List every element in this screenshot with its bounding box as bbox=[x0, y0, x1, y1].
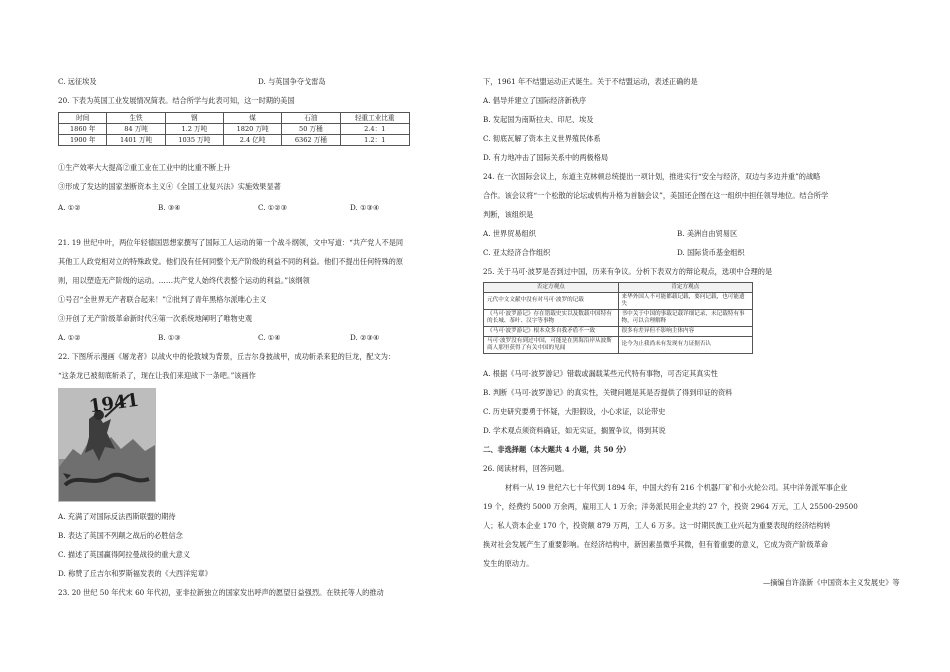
table-cell: 1401 万吨 bbox=[107, 135, 165, 146]
q21-option-c[interactable]: C. ①④ bbox=[258, 333, 281, 342]
q24-stem-line: 合作。该会议将“一个松散的论坛或机构升格为首脑会议”，美国还企图在这一组织中担任领导地位。结合所学 bbox=[483, 191, 829, 200]
table-header-cell: 时间 bbox=[59, 113, 107, 124]
table-cell: 2.4：1 bbox=[340, 124, 410, 135]
q25-option-c[interactable]: C. 历史研究要勇于怀疑，大胆假设，小心求证，以论带史 bbox=[483, 407, 666, 416]
table-row bbox=[484, 292, 753, 309]
q23-stem-cont: 下，1961 年不结盟运动正式诞生。关于不结盟运动，表述正确的是 bbox=[483, 77, 698, 86]
q25-table bbox=[483, 282, 753, 354]
q23-option-b[interactable]: B. 发起国为南斯拉夫、印尼、埃及 bbox=[483, 115, 594, 124]
q22-option-b[interactable]: B. 表达了英国不列颠之战后的必胜信念 bbox=[58, 531, 183, 540]
q20-option-c[interactable]: C. ①②③ bbox=[258, 203, 288, 212]
table-cell: 50 万桶 bbox=[282, 124, 340, 135]
q20-option-a[interactable]: A. ①② bbox=[58, 203, 81, 212]
q19-option-c[interactable]: C. 远征埃及 bbox=[58, 77, 97, 86]
table-cell: 1.2 万吨 bbox=[165, 124, 223, 135]
q22-option-a[interactable]: A. 充满了对国际反法西斯联盟的期待 bbox=[58, 512, 176, 521]
table-row bbox=[484, 326, 753, 336]
q26-stem: 26. 阅读材料，回答问题。 bbox=[483, 464, 569, 473]
q21-stem-line: 其他工人政党相对立的特殊政党。他们没有任何同整个无产阶级的利益不同的利益。他们不提出任何特殊的原 bbox=[58, 257, 404, 266]
q26-material-line: 材料一从 19 世纪六七十年代到 1894 年，中国大约有 216 个机器厂矿和小火轮公司。其中洋务派军事企业 bbox=[505, 483, 848, 492]
table-cell: 1.2：1 bbox=[340, 135, 410, 146]
table-cell: 很多有差异但不影响主体内容 bbox=[618, 326, 753, 336]
table-header-cell: 肯定方观点 bbox=[618, 283, 753, 293]
table-cell: 论今为止我尚未有发现有力证据否认 bbox=[618, 336, 753, 353]
table-cell: 1035 万吨 bbox=[165, 135, 223, 146]
table-cell: 6362 万桶 bbox=[282, 135, 340, 146]
table-row bbox=[484, 336, 753, 353]
q25-option-d[interactable]: D. 学术观点须资料确证，如无实证，搁置争议，得到其说 bbox=[483, 426, 666, 435]
table-cell: 84 万吨 bbox=[107, 124, 165, 135]
table-cell: 马可·波罗没有到过中国，可能是在黑海沿岸从波斯商人那里获得了有关中国的见闻 bbox=[484, 336, 619, 353]
q24-option-b[interactable]: B. 美洲自由贸易区 bbox=[677, 229, 738, 238]
table-header-row bbox=[484, 283, 753, 293]
q23-stem-line: 23. 20 世纪 50 年代末 60 年代初，亚非拉新独立的国家发出呼声的愿望日益强烈。在铁托等人的推动 bbox=[58, 588, 384, 597]
table-cell: 《马可·波罗游记》根本众多自我矛盾不一致 bbox=[484, 326, 619, 336]
table-cell: 来华外国人不可能都载记载，要问记载，也可能遗失 bbox=[618, 292, 753, 309]
q20-option-d[interactable]: D. ①③④ bbox=[350, 203, 380, 212]
q23-option-c[interactable]: C. 彻底瓦解了资本主义世界殖民体系 bbox=[483, 134, 601, 143]
q20-option-b[interactable]: B. ③④ bbox=[158, 203, 181, 212]
q20-stem: 20. 下表为英国工业发展情况简表。结合所学与此表可知，这一时期的美国 bbox=[58, 96, 295, 105]
q21-item-line: ①号召“全世界无产者联合起来！”②批判了青年黑格尔派唯心主义 bbox=[58, 295, 267, 304]
q25-option-b[interactable]: B. 判断《马可·波罗游记》的真实性，关键问题是其是否提供了得到印证的资料 bbox=[483, 388, 733, 397]
q20-item-line: ③形成了发达的国家垄断资本主义④《全国工业复兴法》实施效果显著 bbox=[58, 182, 281, 191]
table-cell: 1860 年 bbox=[59, 124, 107, 135]
q22-stem-line: 22. 下图所示漫画《屠龙者》以战火中的伦敦城为背景，丘吉尔身披战甲，成功斩杀来犯的巨龙，配文为： bbox=[58, 352, 396, 361]
cartoon-year-text: 1941 bbox=[87, 389, 141, 418]
q21-item-line: ③开创了无产阶级革命新时代④第一次系统地阐明了唯物史观 bbox=[58, 314, 253, 323]
table-cell: 2.4 亿吨 bbox=[223, 135, 281, 146]
table-row bbox=[484, 309, 753, 326]
q24-option-a[interactable]: A. 世界贸易组织 bbox=[483, 229, 536, 238]
q21-stem-line: 21. 19 世纪中叶，两位年轻德国思想家撰写了国际工人运动的第一个战斗纲领，文中写道：“共产党人不是同 bbox=[58, 238, 404, 247]
q26-material-line: 19 个，经费约 5000 万余两，雇用工人 1 万余；洋务派民用企业共约 27 个，投资 2964 万元，工人 25500-29500 bbox=[483, 502, 858, 511]
q21-stem-line: 则，用以塑造无产阶级的运动。……共产党人始终代表整个运动的利益。”该纲领 bbox=[58, 276, 310, 285]
table-header-cell: 生铁 bbox=[107, 113, 165, 124]
q22-stem-line: “这条龙已被彻底斩杀了，现在让我们来迎战下一条吧。”该画作 bbox=[58, 371, 256, 380]
q25-stem: 25. 关于马可·波罗是否到过中国，历来有争议。分析下表双方的辩论观点，选项中合理的是 bbox=[483, 267, 773, 276]
right-column bbox=[475, 0, 950, 672]
q23-option-d[interactable]: D. 有力地冲击了国际关系中的两极格局 bbox=[483, 153, 609, 162]
table-cell: 《马可·波罗游记》存在错载史实以及数载中国特有的长城、茶叶、汉字等事物 bbox=[484, 309, 619, 326]
table-cell: 1900 年 bbox=[59, 135, 107, 146]
q24-stem-line: 24. 在一次国际会议上，东道主克林顿总统提出一项计划，推进实行“安全与经济，双边与多边并重”的战略 bbox=[483, 172, 821, 181]
q23-option-a[interactable]: A. 倡导并建立了国际经济新秩序 bbox=[483, 96, 587, 105]
q20-item-line: ①生产效率大大提高②重工业在工业中的比重不断上升 bbox=[58, 163, 231, 172]
table-header-cell: 轻重工业比重 bbox=[340, 113, 410, 124]
table-cell: 书中关于中国的事载记载详细记录，未记载特有事物，可以合理解释 bbox=[618, 309, 753, 326]
q21-option-a[interactable]: A. ①② bbox=[58, 333, 81, 342]
section-heading: 二、非选择题（本大题共 4 小题，共 50 分） bbox=[483, 445, 631, 454]
q26-source: —摘编自许涤新《中国资本主义发展史》等 bbox=[763, 578, 900, 587]
q26-material-line: 换对社会发展产生了重要影响。在经济结构中，新因素虽微乎其微，但有着重要的意义，它成为资产阶级革命 bbox=[483, 540, 829, 549]
q24-option-d[interactable]: D. 国际货币基金组织 bbox=[677, 248, 745, 257]
q24-stem-line: 判断，该组织是 bbox=[483, 210, 534, 219]
table-cell: 1820 万吨 bbox=[223, 124, 281, 135]
q21-option-d[interactable]: D. ②③④ bbox=[350, 333, 380, 342]
q26-material-line: 发生的原动力。 bbox=[483, 559, 534, 568]
q22-option-d[interactable]: D. 称赞了丘吉尔和罗斯福发表的《大西洋宪章》 bbox=[58, 569, 212, 578]
table-header-cell: 否定方观点 bbox=[484, 283, 619, 293]
q22-option-c[interactable]: C. 描述了英国赢得阿拉曼战役的重大意义 bbox=[58, 550, 191, 559]
table-cell: 元代中文文献中没有对马可·波罗的记载 bbox=[484, 292, 619, 309]
table-header-cell: 煤 bbox=[223, 113, 281, 124]
table-header-cell: 钢 bbox=[165, 113, 223, 124]
q21-option-b[interactable]: B. ①③ bbox=[158, 333, 181, 342]
q25-option-a[interactable]: A. 根据《马可·波罗游记》错载或漏载某些元代特有事物，可否定其真实性 bbox=[483, 369, 718, 378]
q19-option-d[interactable]: D. 与英国争夺戈雷岛 bbox=[258, 77, 326, 86]
table-header-cell: 石油 bbox=[282, 113, 340, 124]
q24-option-c[interactable]: C. 亚太经济合作组织 bbox=[483, 248, 551, 257]
q26-material-line: 人；私人资本企业 170 个，投资额 879 万两，工人 6 万多。这一时期民族工业兴起为重要表现的经济结构转 bbox=[483, 521, 831, 530]
